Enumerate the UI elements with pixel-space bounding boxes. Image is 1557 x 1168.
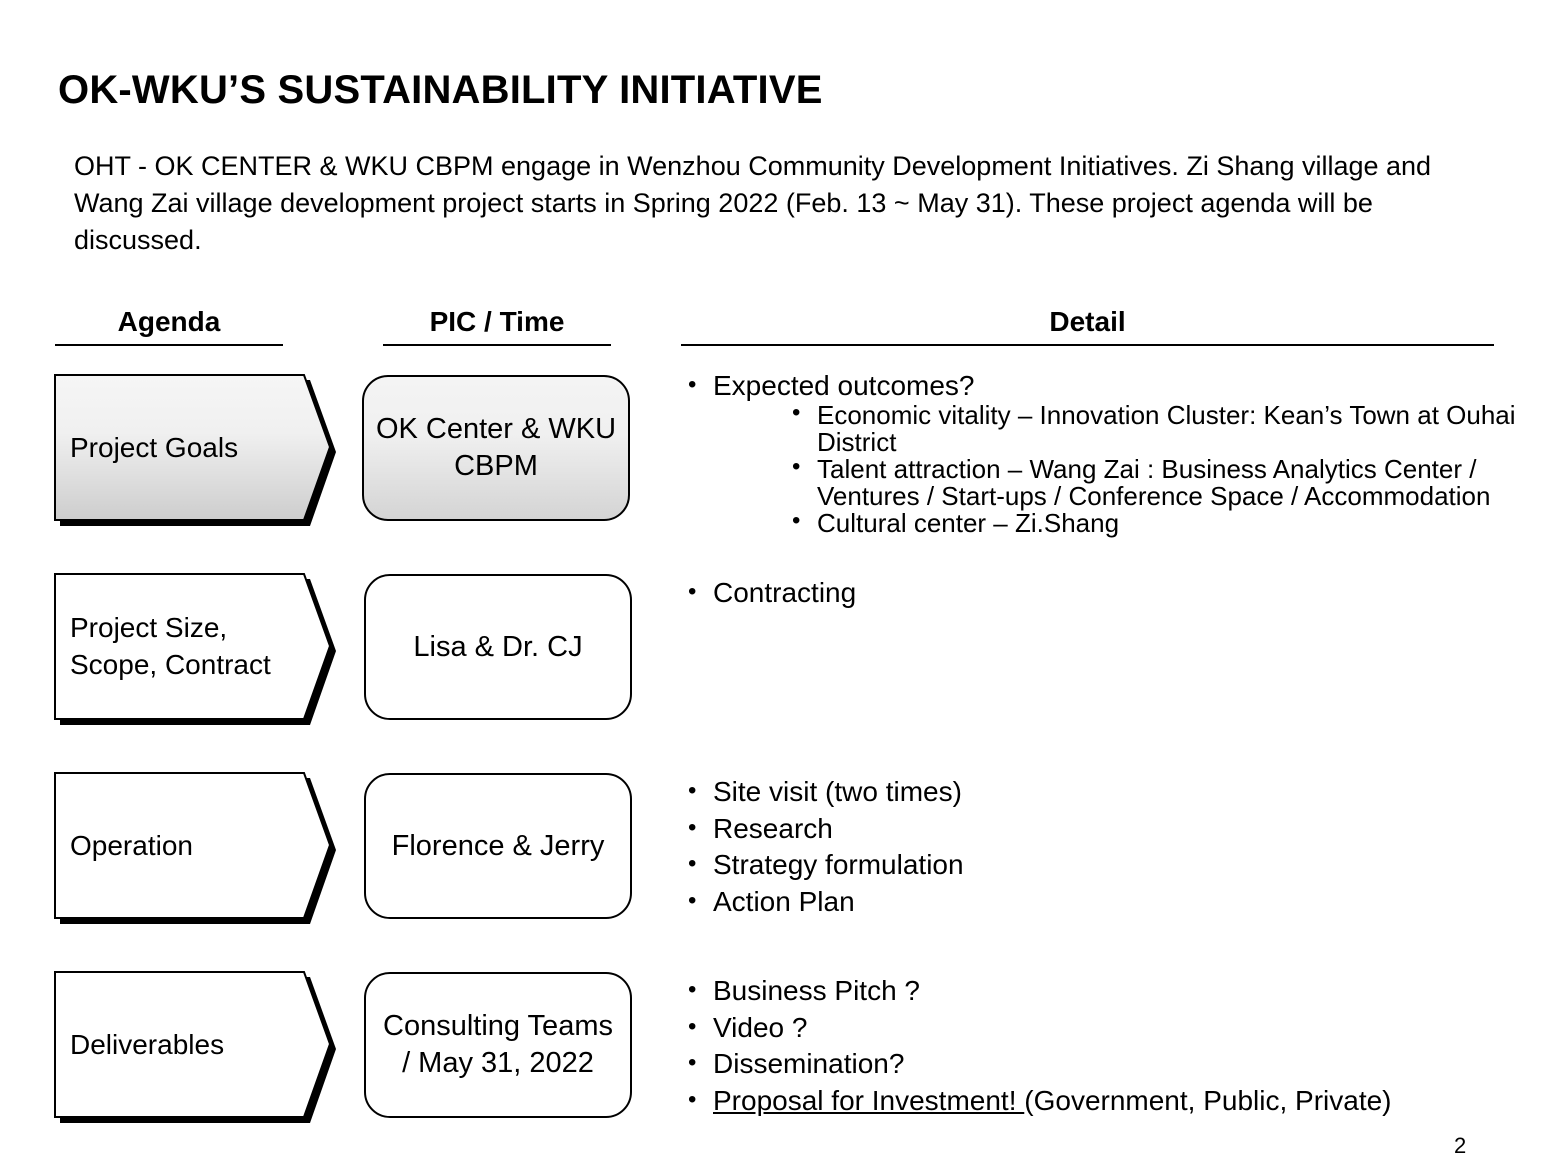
agenda-deliverables xyxy=(54,971,338,1123)
agenda-operation xyxy=(54,772,338,924)
detail-item xyxy=(686,370,1517,537)
pic-line: Florence & Jerry xyxy=(391,829,605,862)
pic-line: OK Center & WKU xyxy=(375,413,617,445)
sub-list xyxy=(713,402,1517,537)
agenda-project-goals xyxy=(54,374,338,526)
underlined-text: Proposal for Investment! xyxy=(713,1084,1025,1116)
detail-item: • Dissemination? xyxy=(686,1046,1392,1083)
detail-item: • Video ? xyxy=(686,1010,1392,1047)
detail-item: • Business Pitch ? xyxy=(686,973,1392,1010)
agenda-project-size xyxy=(54,573,338,725)
detail-item: • Contracting xyxy=(686,575,856,612)
detail-list-operation xyxy=(686,774,964,920)
agenda-label: Operation xyxy=(70,829,193,861)
pic-lisa-dr-cj xyxy=(364,574,632,720)
detail-item xyxy=(686,1083,1392,1120)
detail-item: • Site visit (two times) xyxy=(686,774,964,811)
pic-consulting-teams xyxy=(364,972,632,1118)
detail-item: • Research xyxy=(686,811,964,848)
intro-paragraph: OHT - OK CENTER & WKU CBPM engage in Wenzhou Community Development Initiatives. Zi Shang village and Wang Zai village development project starts in Spring 2022 (Feb. 13 ~ May 31). These project agenda will be discussed. xyxy=(74,151,1432,255)
detail-text: (Government, Public, Private) xyxy=(1024,1084,1392,1116)
pic-line: / May 31, 2022 xyxy=(402,1047,594,1079)
pic-time-header: PIC / Time xyxy=(383,306,611,346)
pic-ok-center-wku xyxy=(362,375,630,521)
sub-item: • Talent attraction – Wang Zai : Business Analytics Center / Ventures / Start-ups / Conference Space / Accommodation xyxy=(790,456,1517,510)
detail-item: • Action Plan xyxy=(686,884,964,921)
agenda-label: Scope, Contract xyxy=(70,649,271,680)
sub-item: • Cultural center – Zi.Shang xyxy=(790,510,1517,537)
detail-list-deliverables xyxy=(686,973,1392,1119)
detail-item: • Strategy formulation xyxy=(686,847,964,884)
pic-line: Lisa & Dr. CJ xyxy=(413,630,583,663)
agenda-label: Project Goals xyxy=(70,431,239,463)
agenda-header: Agenda xyxy=(55,306,283,346)
detail-list-project-goals xyxy=(686,370,1517,537)
sub-item: • Economic vitality – Innovation Cluster: Kean’s Town at Ouhai District xyxy=(790,402,1517,456)
pic-florence-jerry xyxy=(364,773,632,919)
pic-line: Consulting Teams xyxy=(383,1010,613,1042)
page-number: 2 xyxy=(1454,1133,1467,1158)
agenda-label: Deliverables xyxy=(70,1028,225,1060)
detail-list-project-size xyxy=(686,575,856,612)
detail-text: Expected outcomes? xyxy=(713,370,975,401)
detail-header: Detail xyxy=(681,306,1494,346)
slide-title: OK-WKU’S SUSTAINABILITY INITIATIVE xyxy=(58,68,823,112)
agenda-label: Project Size, xyxy=(70,612,228,643)
pic-line: CBPM xyxy=(454,450,538,482)
